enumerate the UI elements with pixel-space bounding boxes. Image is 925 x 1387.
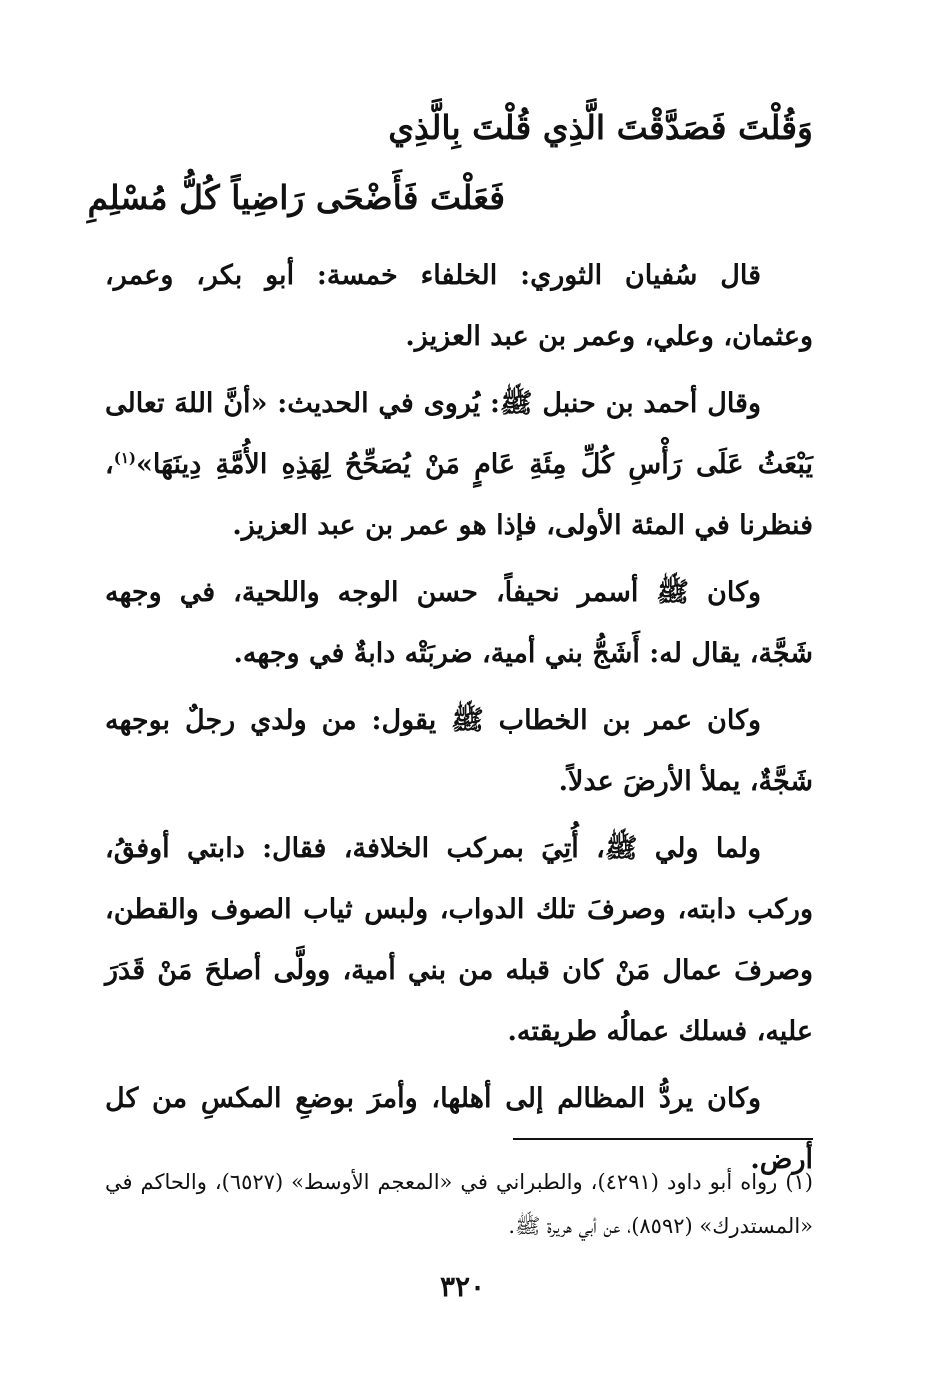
main-text [105, 245, 813, 1196]
page-number: ٣٢٠ [439, 1270, 486, 1303]
paragraph-ahmad [105, 373, 813, 556]
footnote-separator [513, 1138, 813, 1140]
paragraph-justice: وكان يردُّ المظالم إلى أهلها، وأمرَ بوضعِ المكسِ من كل أرض. [105, 1083, 813, 1175]
paragraph-ahmad-intro: وقال أحمد بن حنبل ﷺ: يُروى في الحديث: « [250, 388, 761, 419]
poem-verse-line-2: فَعَلْتَ فَأَضْحَى رَاضِياً كُلُّ مُسْلِمِ [87, 178, 505, 217]
footnote: (١) رواه أبو داود (٤٢٩١)، والطبراني في «المعجم الأوسط» (٦٥٢٧)، والحاكم في «المستدرك» (٨٥٩٢)، عن أبي هريرة ﷺ. [105, 1170, 813, 1238]
hadith-quote: أنَّ اللهَ تعالى يَبْعَثُ عَلَى رَأْسِ كُلِّ مِئَةِ عَامٍ مَنْ يُصَحِّحُ لِهَذِهِ الأُمَّةِ دِينَهَا [105, 388, 813, 480]
paragraph-umar-saying: وكان عمر بن الخطاب ﷺ يقول: من ولدي رجلٌ بوجهه شَجَّةٌ، يملأ الأرضَ عدلاً. [105, 705, 813, 797]
paragraph-description: وكان ﷺ أسمر نحيفاً، حسن الوجه واللحية، في وجهه شَجَّة، يقال له: أَشَجُّ بني أمية، ضربَتْه دابةٌ في وجهه. [105, 577, 813, 669]
footnote-marker: (١) [113, 449, 136, 467]
paragraph-ahmad-rest: ، فنظرنا في المئة الأولى، فإذا هو عمر بن عبد العزيز. [105, 449, 813, 541]
poem-verse-line-1: وَقُلْتَ فَصَدَّقْتَ الَّذِي قُلْتَ بِالَّذِي [388, 108, 813, 147]
paragraph-caliphate: ولما ولي ﷺ، أُتِيَ بمركب الخلافة، فقال: دابتي أوفقُ، وركب دابته، وصرفَ تلك الدواب، ولبس ثياب الصوف والقطن، وصرفَ عمال مَنْ كان قبله من بني أمية، وولَّى أصلحَ مَنْ قَدَرَ عليه، فسلك عمالُه طريقته. [105, 833, 813, 1047]
hadith-close-quote: » [136, 449, 153, 480]
paragraph-sufyan: قال سُفيان الثوري: الخلفاء خمسة: أبو بكر، وعمر، وعثمان، وعلي، وعمر بن عبد العزيز. [105, 260, 813, 352]
